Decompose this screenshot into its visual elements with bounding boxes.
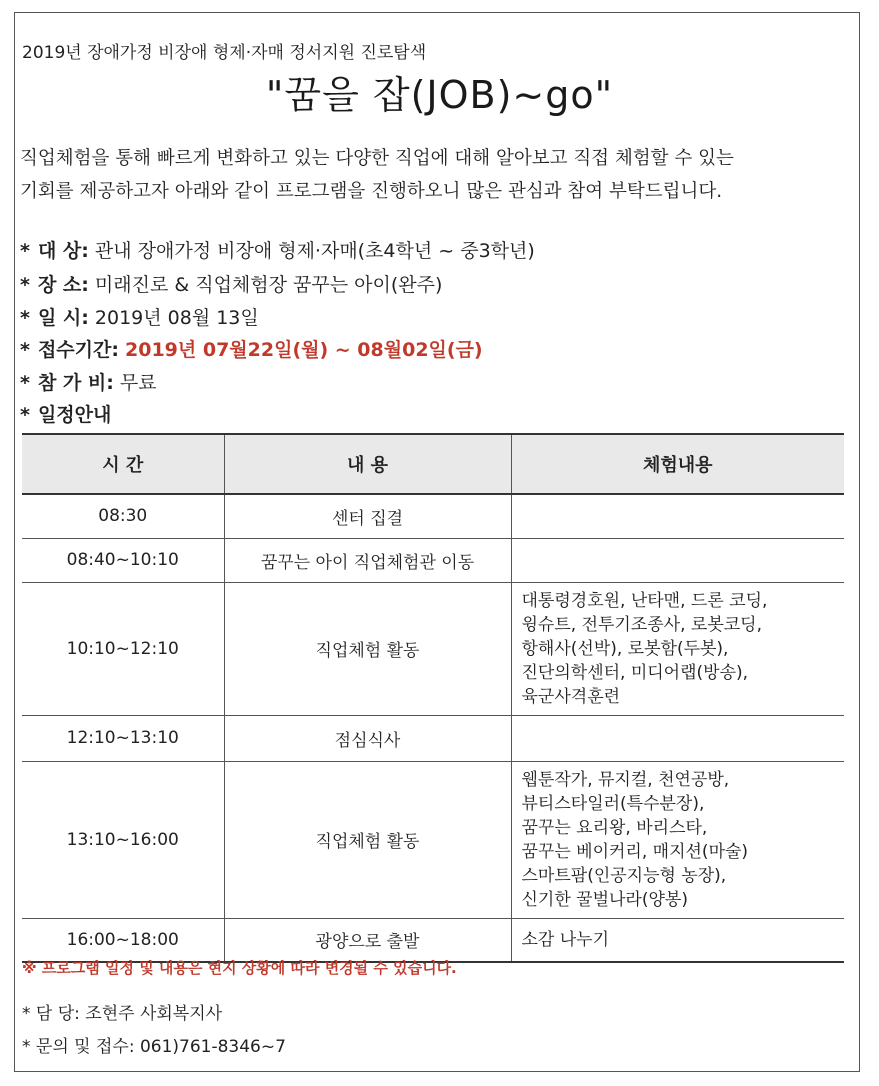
program-subtitle: 2019년 장애가정 비장애 형제·자매 정서지원 진로탐색 bbox=[22, 43, 427, 63]
info-period-key: 접수기간: bbox=[37, 339, 119, 361]
activity-item: 꿈꾸는 요리왕, 바리스타, bbox=[521, 817, 708, 838]
bullet-icon: * bbox=[20, 274, 30, 296]
header-time: 시 간 bbox=[22, 434, 224, 494]
bullet-icon: * bbox=[20, 240, 30, 262]
row-time: 12:10~13:10 bbox=[22, 715, 224, 761]
info-target-value: 관내 장애가정 비장애 형제·자매(초4학년 ~ 중3학년) bbox=[94, 240, 535, 262]
activity-item: 육군사격훈련 bbox=[521, 686, 621, 707]
table-row bbox=[22, 761, 844, 918]
table-header-row bbox=[22, 434, 844, 494]
info-target-key: 대 상: bbox=[37, 240, 89, 262]
schedule-table bbox=[22, 433, 844, 963]
info-target bbox=[20, 236, 535, 263]
bullet-icon: * bbox=[20, 372, 30, 394]
info-place-value: 미래진로 & 직업체험장 꿈꾸는 아이(완주) bbox=[94, 274, 443, 296]
activity-item: 웹툰작가, 뮤지컬, 천연공방, bbox=[521, 769, 730, 790]
info-schedule bbox=[20, 400, 111, 427]
info-date bbox=[20, 303, 259, 330]
table-row bbox=[22, 715, 844, 761]
contact-manager: * 담 당: 조현주 사회복지사 bbox=[22, 1004, 223, 1024]
info-period bbox=[20, 335, 483, 362]
row-time: 10:10~12:10 bbox=[22, 582, 224, 715]
contact-inquiry: * 문의 및 접수: 061)761-8346~7 bbox=[22, 1037, 286, 1057]
table-row bbox=[22, 538, 844, 582]
info-place-key: 장 소: bbox=[37, 274, 89, 296]
row-content: 광양으로 출발 bbox=[224, 918, 511, 962]
row-activity bbox=[511, 494, 844, 538]
activity-item: 꿈꾸는 베이커리, 매지션(마술) bbox=[521, 841, 749, 862]
header-activity: 체험내용 bbox=[511, 434, 844, 494]
bullet-icon: * bbox=[20, 307, 30, 329]
info-fee bbox=[20, 368, 157, 395]
row-time: 16:00~18:00 bbox=[22, 918, 224, 962]
activity-item: 뷰티스타일러(특수분장), bbox=[521, 793, 705, 814]
info-place bbox=[20, 270, 442, 297]
info-fee-value: 무료 bbox=[119, 372, 157, 394]
row-activity bbox=[511, 761, 844, 918]
row-activity: 소감 나누기 bbox=[511, 918, 844, 962]
row-content: 꿈꾸는 아이 직업체험관 이동 bbox=[224, 538, 511, 582]
activity-item: 신기한 꿀벌나라(양봉) bbox=[521, 889, 688, 910]
info-date-key: 일 시: bbox=[37, 307, 89, 329]
bullet-icon: * bbox=[20, 404, 30, 426]
table-row bbox=[22, 494, 844, 538]
row-activity bbox=[511, 582, 844, 715]
program-title: "꿈을 잡(JOB)~go" bbox=[265, 73, 614, 117]
info-fee-key: 참 가 비: bbox=[37, 372, 114, 394]
intro-line-2: 기회를 제공하고자 아래와 같이 프로그램을 진행하오니 많은 관심과 참여 부탁드립니다. bbox=[20, 181, 723, 202]
intro-line-1: 직업체험을 통해 빠르게 변화하고 있는 다양한 직업에 대해 알아보고 직접 체험할 수 있는 bbox=[20, 148, 734, 169]
table-row bbox=[22, 918, 844, 962]
activity-item: 항해사(선박), 로봇함(두봇), bbox=[521, 638, 729, 659]
row-activity bbox=[511, 715, 844, 761]
change-notice: ※ 프로그램 일정 및 내용은 현지 상황에 따라 변경될 수 있습니다. bbox=[22, 959, 457, 977]
activity-item: 윙슈트, 전투기조종사, 로봇코딩, bbox=[521, 614, 763, 635]
row-content: 직업체험 활동 bbox=[224, 761, 511, 918]
row-time: 13:10~16:00 bbox=[22, 761, 224, 918]
header-content: 내 용 bbox=[224, 434, 511, 494]
row-content: 센터 집결 bbox=[224, 494, 511, 538]
row-content: 점심식사 bbox=[224, 715, 511, 761]
bullet-icon: * bbox=[20, 339, 30, 361]
row-activity bbox=[511, 538, 844, 582]
info-schedule-key: 일정안내 bbox=[37, 404, 112, 426]
activity-item: 진단의학센터, 미디어랩(방송), bbox=[521, 662, 749, 683]
row-content: 직업체험 활동 bbox=[224, 582, 511, 715]
row-time: 08:40~10:10 bbox=[22, 538, 224, 582]
info-date-value: 2019년 08월 13일 bbox=[94, 307, 259, 329]
intro-text bbox=[20, 142, 860, 208]
info-period-value: 2019년 07월22일(월) ~ 08월02일(금) bbox=[125, 339, 483, 361]
activity-item: 대통령경호원, 난타맨, 드론 코딩, bbox=[521, 590, 768, 611]
table-row bbox=[22, 582, 844, 715]
activity-item: 스마트팜(인공지능형 농장), bbox=[521, 865, 727, 886]
row-time: 08:30 bbox=[22, 494, 224, 538]
